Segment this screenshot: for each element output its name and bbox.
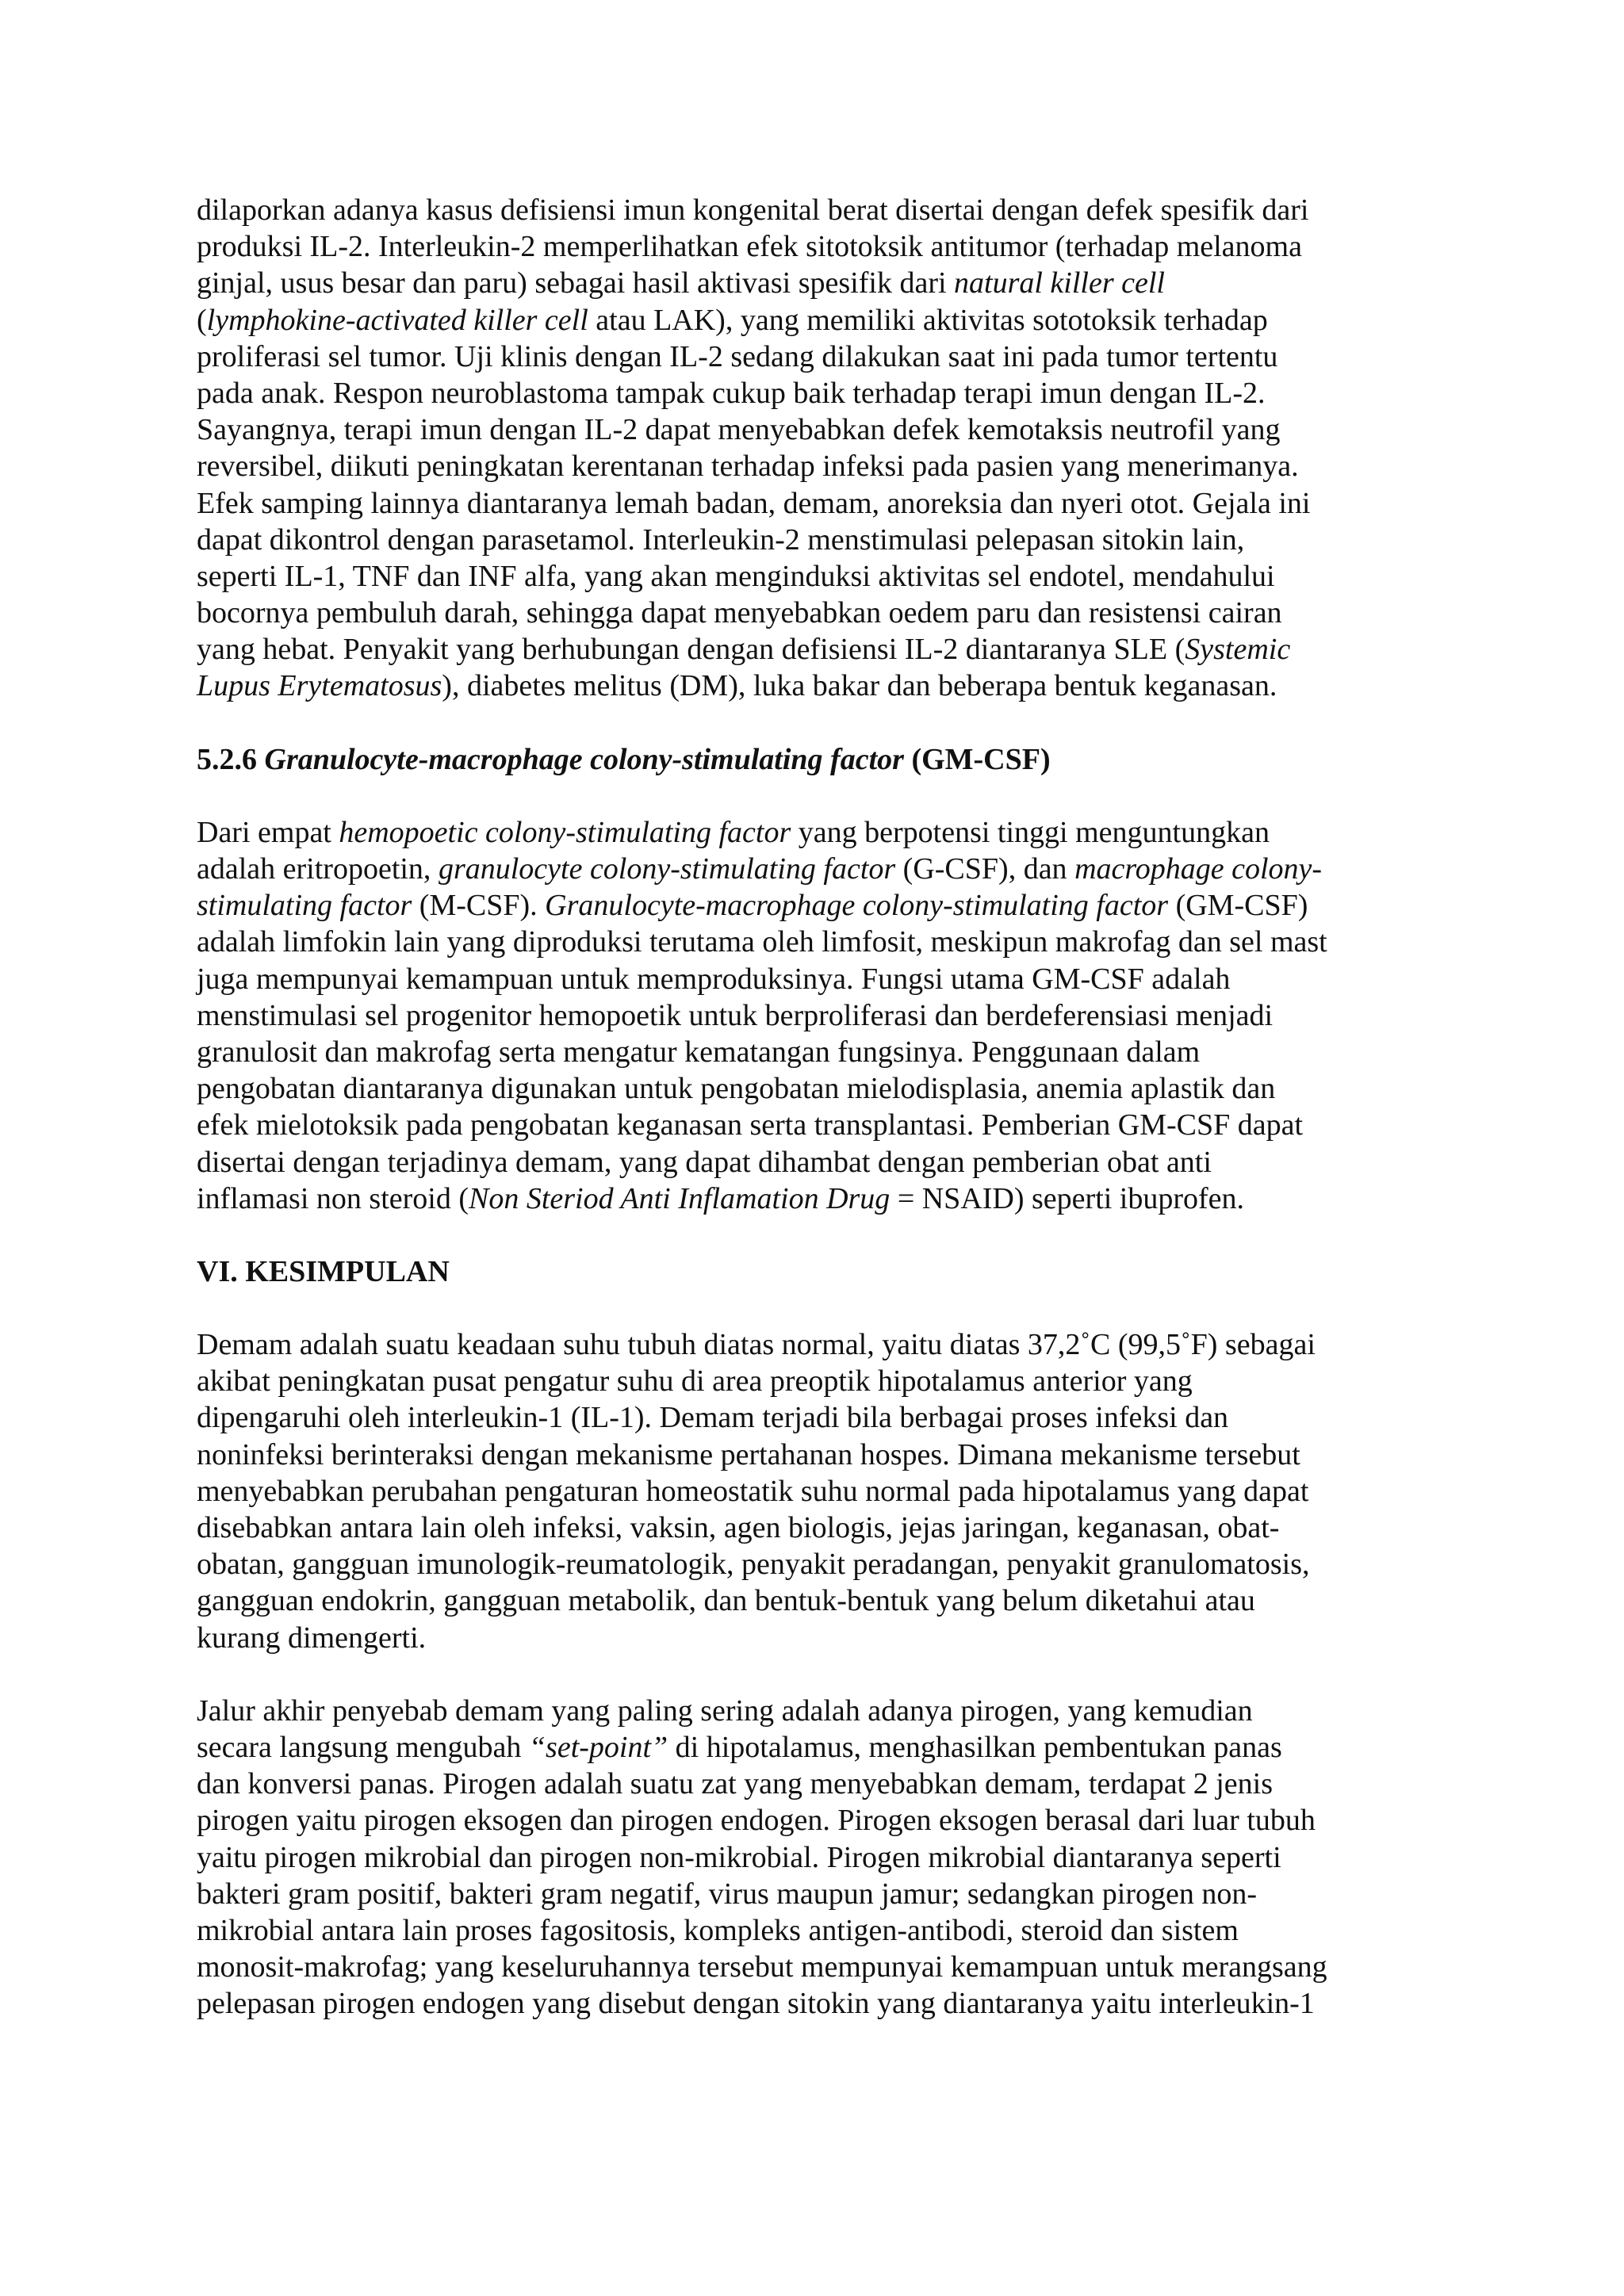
text-run: dapat dikontrol dengan parasetamol. Interleukin-2 menstimulasi pelepasan sitokin lain, [197, 522, 1245, 557]
paragraph-interleukin-2 [197, 192, 1434, 705]
text-run: di hipotalamus, menghasilkan pembentukan panas [668, 1730, 1282, 1764]
text-line [197, 1181, 1434, 1217]
text-run: Sayangnya, terapi imun dengan IL-2 dapat menyebabkan defek kemotaksis neutrofil yang [197, 413, 1281, 447]
text-line [197, 265, 1434, 301]
text-line [197, 1839, 1434, 1876]
text-run: mikrobial antara lain proses fagositosis, kompleks antigen-antibodi, steroid dan sistem [197, 1913, 1239, 1947]
heading-italic-title: Granulocyte-macrophage colony-stimulating factor [264, 742, 904, 776]
text-line [197, 192, 1434, 228]
italic-term: macrophage colony- [1074, 852, 1323, 886]
text-line [197, 558, 1434, 595]
text-line [197, 1070, 1434, 1107]
text-run: reversibel, diikuti peningkatan kerentanan terhadap infeksi pada pasien yang menerimanya. [197, 450, 1299, 484]
text-line [197, 924, 1434, 960]
text-run: granulosit dan makrofag serta mengatur kematangan fungsinya. Penggunaan dalam [197, 1035, 1201, 1069]
text-line [197, 1363, 1434, 1399]
text-run: kurang dimengerti. [197, 1621, 427, 1655]
text-run: = NSAID) seperti ibuprofen. [890, 1181, 1245, 1215]
text-run: ), diabetes melitus (DM), luka bakar dan beberapa bentuk keganasan. [442, 669, 1277, 703]
text-line [197, 1620, 1434, 1656]
text-line [197, 1144, 1434, 1181]
text-line [197, 851, 1434, 887]
text-line [197, 1802, 1434, 1839]
italic-term: Non Steriod Anti Inflamation Drug [468, 1181, 891, 1215]
text-run: ( [197, 303, 207, 337]
text-line [197, 668, 1434, 704]
text-run: Demam adalah suatu keadaan suhu tubuh diatas normal, yaitu diatas 37,2˚C (99,5˚F) sebagai [197, 1328, 1316, 1362]
italic-term: stimulating factor [197, 889, 412, 923]
text-run: adalah eritropoetin, [197, 852, 439, 886]
text-run: atau LAK), yang memiliki aktivitas sototoksik terhadap [588, 303, 1268, 337]
text-run: efek mielotoksik pada pengobatan keganasan serta transplantasi. Pemberian GM-CSF dapat [197, 1108, 1304, 1142]
text-line [197, 339, 1434, 375]
text-run: Efek samping lainnya diantaranya lemah badan, demam, anoreksia dan nyeri otot. Gejala ini [197, 486, 1311, 520]
text-run: disebabkan antara lain oleh infeksi, vaksin, agen biologis, jejas jaringan, keganasan, obat- [197, 1511, 1280, 1545]
text-line [197, 1034, 1434, 1070]
italic-term: Systemic [1185, 633, 1291, 667]
text-run: pengobatan diantaranya digunakan untuk pengobatan mielodisplasia, anemia aplastik dan [197, 1072, 1276, 1106]
text-line [197, 814, 1434, 851]
text-line [197, 1766, 1434, 1802]
paragraph-jalur-pirogen [197, 1693, 1434, 2022]
text-run: pada anak. Respon neuroblastoma tampak cukup baik terhadap terapi imun dengan IL-2. [197, 376, 1266, 410]
paragraph-gm-csf [197, 814, 1434, 1217]
italic-term: hemopoetic colony-stimulating factor [339, 815, 791, 849]
text-run: ginjal, usus besar dan paru) sebagai hasil aktivasi spesifik dari [197, 266, 955, 300]
text-line [197, 1985, 1434, 2022]
text-run: menyebabkan perubahan pengaturan homeostatik suhu normal pada hipotalamus yang dapat [197, 1474, 1309, 1508]
italic-term: natural killer cell [954, 266, 1165, 300]
text-line [197, 1949, 1434, 1985]
paragraph-kesimpulan-demam [197, 1326, 1434, 1656]
text-run: juga mempunyai kemampuan untuk memproduksinya. Fungsi utama GM-CSF adalah [197, 962, 1231, 996]
text-line [197, 1912, 1434, 1949]
text-line [197, 228, 1434, 265]
text-line [197, 997, 1434, 1034]
text-line [197, 1326, 1434, 1363]
text-run: bakteri gram positif, bakteri gram negatif, virus maupun jamur; sedangkan pirogen non- [197, 1877, 1258, 1911]
text-run: dan konversi panas. Pirogen adalah suatu zat yang menyebabkan demam, terdapat 2 jenis [197, 1767, 1273, 1801]
text-line [197, 448, 1434, 484]
heading-suffix: (GM-CSF) [903, 742, 1051, 776]
text-line [197, 1546, 1434, 1582]
text-line [197, 1399, 1434, 1436]
text-line [197, 961, 1434, 997]
text-line [197, 302, 1434, 339]
section-heading-gm-csf [197, 741, 1434, 778]
heading-number: 5.2.6 [197, 742, 265, 776]
text-line [197, 1582, 1434, 1619]
text-line [197, 887, 1434, 924]
text-run: inflamasi non steroid ( [197, 1181, 469, 1215]
italic-term: Granulocyte-macrophage colony-stimulating factor [545, 889, 1169, 923]
text-line [197, 485, 1434, 522]
text-run: dipengaruhi oleh interleukin-1 (IL-1). Demam terjadi bila berbagai proses infeksi dan [197, 1401, 1229, 1435]
text-run: disertai dengan terjadinya demam, yang dapat dihambat dengan pemberian obat anti [197, 1145, 1212, 1179]
text-run: gangguan endokrin, gangguan metabolik, dan bentuk-bentuk yang belum diketahui atau [197, 1584, 1255, 1618]
text-line [197, 595, 1434, 631]
text-line [197, 1437, 1434, 1473]
text-run: bocornya pembuluh darah, sehingga dapat menyebabkan oedem paru dan resistensi cairan [197, 596, 1282, 630]
text-run: akibat peningkatan pusat pengatur suhu di area preoptik hipotalamus anterior yang [197, 1364, 1193, 1399]
text-line [197, 1473, 1434, 1510]
text-run: (M-CSF). [412, 889, 546, 923]
italic-term: Lupus Erytematosus [197, 669, 442, 703]
text-run: menstimulasi sel progenitor hemopoetik untuk berproliferasi dan berdeferensiasi menjadi [197, 998, 1274, 1032]
text-run: pelepasan pirogen endogen yang disebut dengan sitokin yang diantaranya yaitu interleukin-1 [197, 1987, 1315, 2021]
text-line [197, 375, 1434, 411]
text-run: secara langsung mengubah [197, 1730, 529, 1764]
text-line [197, 631, 1434, 668]
text-run: noninfeksi berinteraksi dengan mekanisme pertahanan hospes. Dimana mekanisme tersebut [197, 1437, 1300, 1471]
italic-term: “set-point” [528, 1730, 668, 1764]
text-run: (GM-CSF) [1168, 889, 1308, 923]
document-page [197, 192, 1434, 2022]
text-run: produksi IL-2. Interleukin-2 memperlihatkan efek sitotoksik antitumor (terhadap melanoma [197, 230, 1302, 264]
text-run: obatan, gangguan imunologik-reumatologik, penyakit peradangan, penyakit granulomatosis, [197, 1548, 1310, 1582]
text-line [197, 1729, 1434, 1766]
text-run: (G-CSF), dan [895, 852, 1075, 886]
text-line [197, 522, 1434, 558]
text-run: yaitu pirogen mikrobial dan pirogen non-mikrobial. Pirogen mikrobial diantaranya seperti [197, 1840, 1281, 1874]
italic-term: lymphokine-activated killer cell [206, 303, 588, 337]
text-line [197, 1876, 1434, 1912]
text-line [197, 1107, 1434, 1143]
italic-term: granulocyte colony-stimulating factor [438, 852, 896, 886]
text-run: Dari empat [197, 815, 339, 849]
text-line [197, 1693, 1434, 1729]
text-line [197, 1510, 1434, 1546]
text-run: monosit-makrofag; yang keseluruhannya tersebut mempunyai kemampuan untuk merangsang [197, 1950, 1327, 1984]
text-run: pirogen yaitu pirogen eksogen dan pirogen endogen. Pirogen eksogen berasal dari luar tubuh [197, 1804, 1316, 1838]
section-heading-kesimpulan: VI. KESIMPULAN [197, 1254, 450, 1288]
text-line [197, 411, 1434, 448]
text-run: adalah limfokin lain yang diproduksi terutama oleh limfosit, meskipun makrofag dan sel mast [197, 925, 1327, 959]
text-run: proliferasi sel tumor. Uji klinis dengan IL-2 sedang dilakukan saat ini pada tumor tertentu [197, 339, 1278, 373]
text-run: dilaporkan adanya kasus defisiensi imun kongenital berat disertai dengan defek spesifik dari [197, 193, 1309, 227]
text-run: seperti IL-1, TNF dan INF alfa, yang akan menginduksi aktivitas sel endotel, mendahului [197, 559, 1275, 593]
text-run: yang berpotensi tinggi menguntungkan [791, 815, 1270, 849]
text-run: yang hebat. Penyakit yang berhubungan dengan defisiensi IL-2 diantaranya SLE ( [197, 633, 1185, 667]
text-run: Jalur akhir penyebab demam yang paling sering adalah adanya pirogen, yang kemudian [197, 1693, 1253, 1728]
